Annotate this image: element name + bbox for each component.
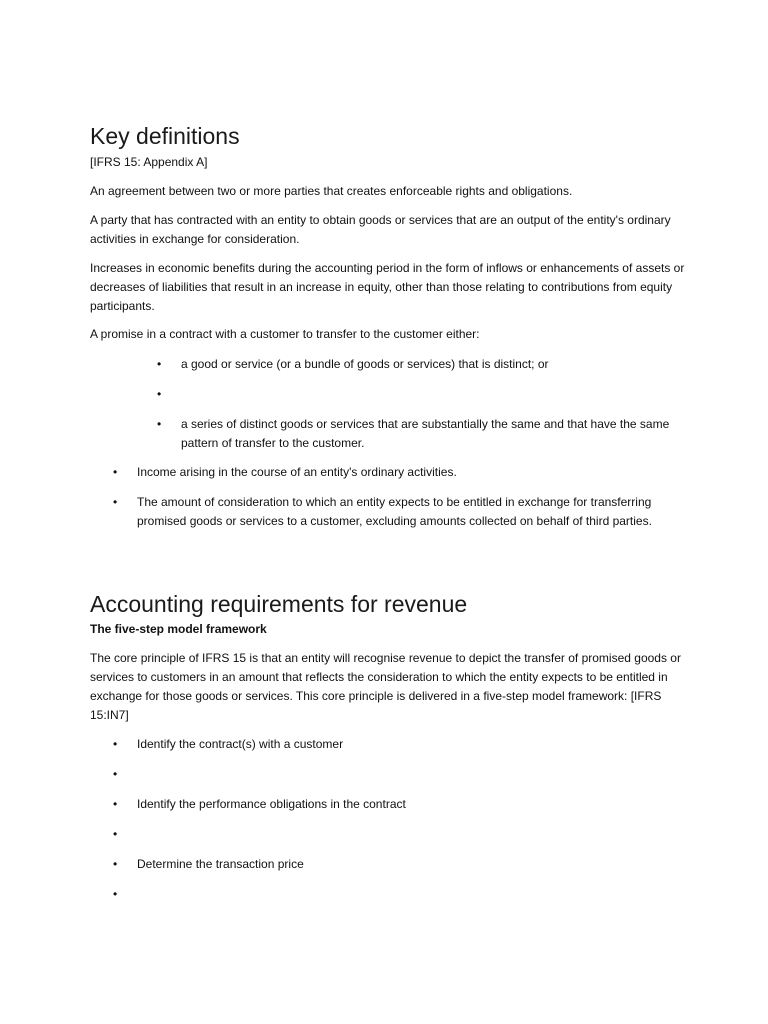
ifrs-reference: [IFRS 15: Appendix A] [90,155,208,169]
bullet-icon: • [113,887,118,901]
subheading-five-step: The five-step model framework [90,622,267,636]
bullet-icon: • [157,417,162,431]
bullet-icon: • [113,827,118,841]
bullet-icon: • [113,465,118,479]
bullet-icon: • [157,357,162,371]
definition-performance-obligation: A promise in a contract with a customer to transfer to the customer either: [90,327,480,341]
bullet-icon: • [113,857,118,871]
definition-income: Increases in economic benefits during the accounting period in the form of inflows or enhancements of assets or decreases of liabilities that result in an increase in equity, other than those relating to contributions from equity participants. [90,261,685,313]
core-principle-paragraph: The core principle of IFRS 15 is that an entity will recognise revenue to depict the transfer of promised goods or services to customers in an amount that reflects the consideration to which the entity expects to be entitled in exchange for those goods or services. This core principle is delivered in a five-step model framework: [IFRS 15:IN7] [90,651,681,722]
heading-key-definitions: Key definitions [90,123,240,149]
bullet-icon: • [113,737,118,751]
heading-accounting-requirements: Accounting requirements for revenue [90,591,468,617]
definition-contract: An agreement between two or more parties that creates enforceable rights and obligations. [90,184,573,198]
bullet-icon: • [113,767,118,781]
bullet-icon: • [113,797,118,811]
definition-customer: A party that has contracted with an entity to obtain goods or services that are an output of the entity's ordinary activities in exchange for consideration. [90,213,671,246]
document-page: Key definitions [IFRS 15: Appendix A] An agreement between two or more parties that creates enforceable rights and obligations. A party that has contracted with an entity to obtain goods or services that are an output of the entity's ordinary activities in exchange for consideration. Increases in economic benefits during the accounting period in the form of inflows or enhancements of assets or decreases of liabilities that result in an increase in equity, other than those relating to contributions from equity participants. A promise in a contract with a customer to transfer to the customer either: • a good or service (or a bundle of goods or services) that is distinct; or • • a series of distinct goods or services that are substantially the same and that have the same pattern of transfer to the customer. • Income arising in the course of an entity's ordinary activities. • The amount of consideration to which an entity expects to be entitled in exchange for transferring promised goods or services to a customer, excluding amounts collected on behalf of third parties. Accounting requirements for revenue The five-step model framework The core principle of IFRS 15 is that an entity will recognise revenue to depict the transfer of promised goods or services to customers in an amount that reflects the consideration to which the entity expects to be entitled in exchange for those goods or services. This core principle is delivered in a five-step model framework: [IFRS 15:IN7] • Identify the contract(s) with a customer • • Identify the performance obligations in the contract • • Determine the transaction price • [0,0,768,1024]
bullet-icon: • [113,495,118,509]
bullet-icon: • [157,387,162,401]
